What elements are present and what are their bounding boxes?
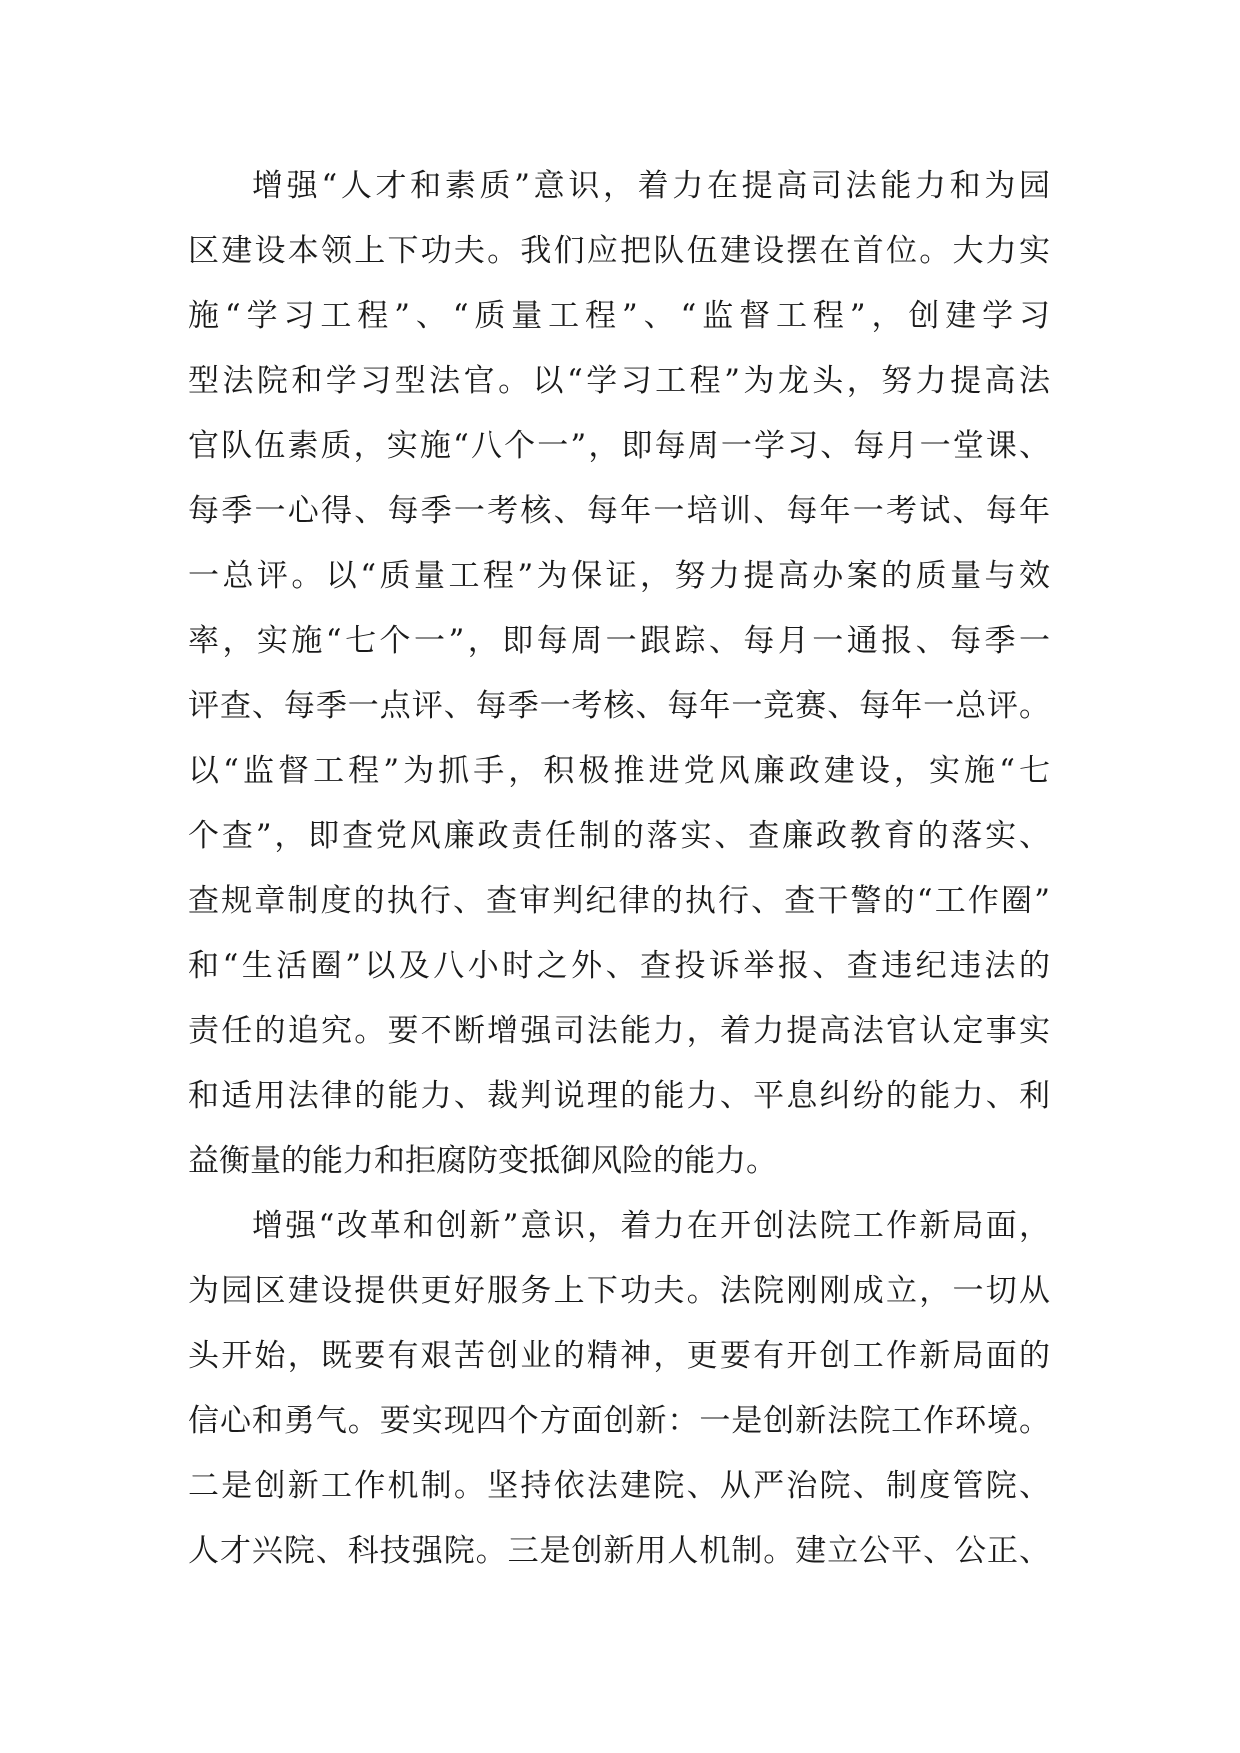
- document-body: [188, 154, 1050, 1584]
- paragraph-talent-quality: [188, 154, 1050, 1194]
- text-line: 以“监督工程”为抓手，积极推进党风廉政建设，实施“七: [188, 753, 1050, 789]
- text-line: 评查、每季一点评、每季一考核、每年一竞赛、每年一总评。: [188, 688, 1050, 724]
- text-line: 和适用法律的能力、裁判说理的能力、平息纠纷的能力、利: [188, 1078, 1050, 1114]
- text-line: 增强“改革和创新”意识，着力在开创法院工作新局面，: [252, 1208, 1050, 1244]
- text-line: 责任的追究。要不断增强司法能力，着力提高法官认定事实: [188, 1013, 1050, 1049]
- paragraph-reform-innovation: [188, 1194, 1050, 1584]
- text-line: 头开始，既要有艰苦创业的精神，更要有开创工作新局面的: [188, 1338, 1050, 1374]
- text-line: 官队伍素质，实施“八个一”，即每周一学习、每月一堂课、: [188, 428, 1050, 464]
- text-line: 查规章制度的执行、查审判纪律的执行、查干警的“工作圈”: [188, 883, 1050, 919]
- text-line: 二是创新工作机制。坚持依法建院、从严治院、制度管院、: [188, 1468, 1050, 1504]
- text-line: 区建设本领上下功夫。我们应把队伍建设摆在首位。大力实: [188, 233, 1050, 269]
- text-line: 人才兴院、科技强院。三是创新用人机制。建立公平、公正、: [188, 1533, 1050, 1569]
- text-line: 每季一心得、每季一考核、每年一培训、每年一考试、每年: [188, 493, 1050, 529]
- text-line: 型法院和学习型法官。以“学习工程”为龙头，努力提高法: [188, 363, 1050, 399]
- text-line: 信心和勇气。要实现四个方面创新：一是创新法院工作环境。: [188, 1403, 1050, 1439]
- text-line: 增强“人才和素质”意识，着力在提高司法能力和为园: [252, 168, 1050, 204]
- text-line-last: 益衡量的能力和拒腐防变抵御风险的能力。: [188, 1143, 777, 1179]
- text-line: 和“生活圈”以及八小时之外、查投诉举报、查违纪违法的: [188, 948, 1050, 984]
- text-line: 施“学习工程”、“质量工程”、“监督工程”，创建学习: [188, 298, 1050, 334]
- text-line: 一总评。以“质量工程”为保证，努力提高办案的质量与效: [188, 558, 1050, 594]
- text-line: 为园区建设提供更好服务上下功夫。法院刚刚成立，一切从: [188, 1273, 1050, 1309]
- text-line: 个查”，即查党风廉政责任制的落实、查廉政教育的落实、: [188, 818, 1050, 854]
- text-line: 率，实施“七个一”，即每周一跟踪、每月一通报、每季一: [188, 623, 1050, 659]
